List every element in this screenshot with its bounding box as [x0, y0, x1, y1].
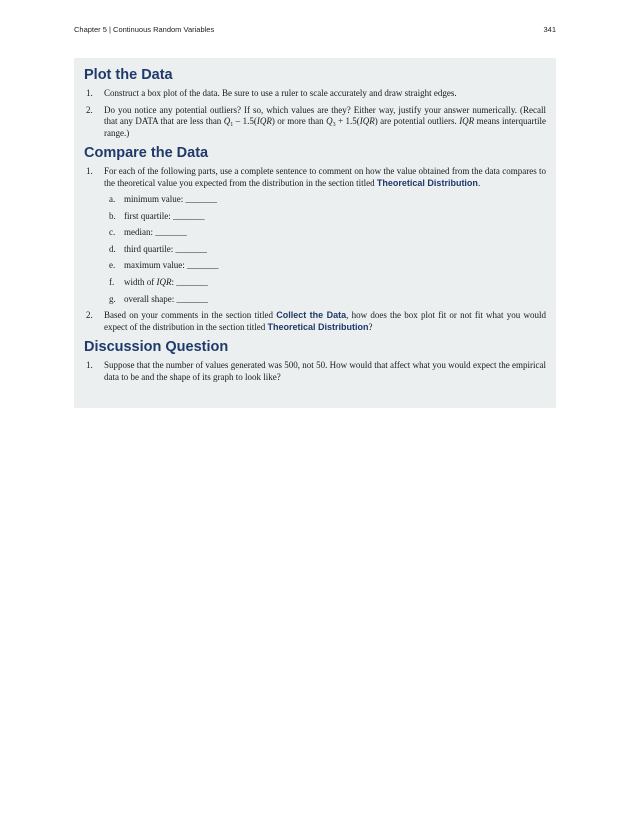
list-item [86, 88, 546, 100]
sub-letter: e. [109, 260, 116, 271]
sub-text: : _______ [171, 276, 208, 287]
item-text: – 1.5( [233, 116, 257, 126]
item-text: means interquartile range.) [104, 116, 547, 138]
sub-letter: a. [109, 194, 116, 204]
list-item [86, 166, 546, 305]
sub-letter: d. [109, 243, 116, 254]
collect-the-data-link[interactable]: Collect the Data [276, 310, 347, 321]
sub-item [109, 227, 546, 238]
list-item [86, 310, 546, 333]
sub-text: minimum value: _______ [124, 194, 217, 204]
sub-text: maximum value: _______ [124, 260, 219, 271]
item-text: ) are potential outliers. [374, 116, 460, 126]
lab-panel [74, 58, 556, 408]
discussion-list [84, 360, 546, 383]
item-number: 2. [86, 104, 93, 115]
sub-item [109, 194, 546, 205]
iqr-symbol: IQR [359, 116, 375, 126]
sub-letter: g. [109, 293, 116, 304]
sub-item [109, 243, 546, 255]
sub-letter: b. [109, 210, 116, 221]
discussion-heading: Discussion Question [84, 339, 229, 356]
iqr-symbol: IQR [459, 116, 475, 126]
compare-list [84, 166, 546, 333]
list-item [86, 104, 547, 140]
q1-subscript: 1 [230, 122, 234, 128]
running-head [74, 25, 556, 34]
sub-text: third quartile: _______ [124, 243, 207, 254]
sub-item [109, 293, 546, 305]
q1-symbol: Q [223, 116, 231, 126]
item-text: , how does the box plot fit or not fit what you would expect of the distribution in the section titled [104, 310, 546, 332]
q3-symbol: Q [326, 116, 333, 126]
plot-list [84, 88, 546, 139]
sub-letter: f. [109, 276, 115, 287]
list-item [86, 360, 546, 383]
theoretical-distribution-link[interactable]: Theoretical Distribution [376, 177, 478, 188]
sub-item [109, 276, 546, 288]
sub-letter: c. [109, 227, 116, 238]
sub-text: width of [124, 276, 157, 287]
item-text: ? [368, 321, 373, 332]
item-text: + 1.5( [335, 116, 360, 126]
page-number: 341 [543, 25, 556, 34]
sub-text: first quartile: _______ [124, 210, 205, 221]
item-number: 1. [86, 166, 93, 176]
item-text: . [477, 177, 481, 188]
sub-text: overall shape: _______ [124, 293, 208, 304]
q3-subscript: 3 [332, 122, 336, 128]
compare-heading: Compare the Data [84, 145, 209, 161]
iqr-symbol: IQR [256, 116, 272, 126]
item-number: 2. [86, 310, 93, 321]
item-text: Do you notice any potential outliers? If so, which values are they? Either way, justify your answer numerically. (Recall that any DATA that are less than [104, 104, 546, 126]
item-text: Based on your comments in the section titled [104, 310, 277, 321]
item-text: Construct a box plot of the data. Be sure to use a ruler to scale accurately and draw straight edges. [104, 88, 457, 98]
item-text: For each of the following parts, use a complete sentence to comment on how the value obtained from the data compares to the theoretical value you expected from the distribution in the section titled [104, 166, 546, 188]
chapter-title: Chapter 5 | Continuous Random Variables [74, 25, 215, 34]
item-text: Suppose that the number of values generated was 500, not 50. How would that affect what you would expect the empirical data to be and the shape of its graph to look like? [104, 360, 546, 382]
item-number: 1. [86, 360, 93, 371]
theoretical-distribution-link[interactable]: Theoretical Distribution [267, 321, 369, 332]
sub-item [109, 210, 546, 222]
sub-list [104, 194, 546, 305]
item-text: ) or more than [271, 116, 327, 126]
plot-heading: Plot the Data [84, 67, 173, 83]
iqr-symbol: IQR [156, 276, 172, 287]
sub-item [109, 260, 546, 271]
sub-text: median: _______ [124, 227, 187, 238]
item-number: 1. [86, 88, 93, 98]
